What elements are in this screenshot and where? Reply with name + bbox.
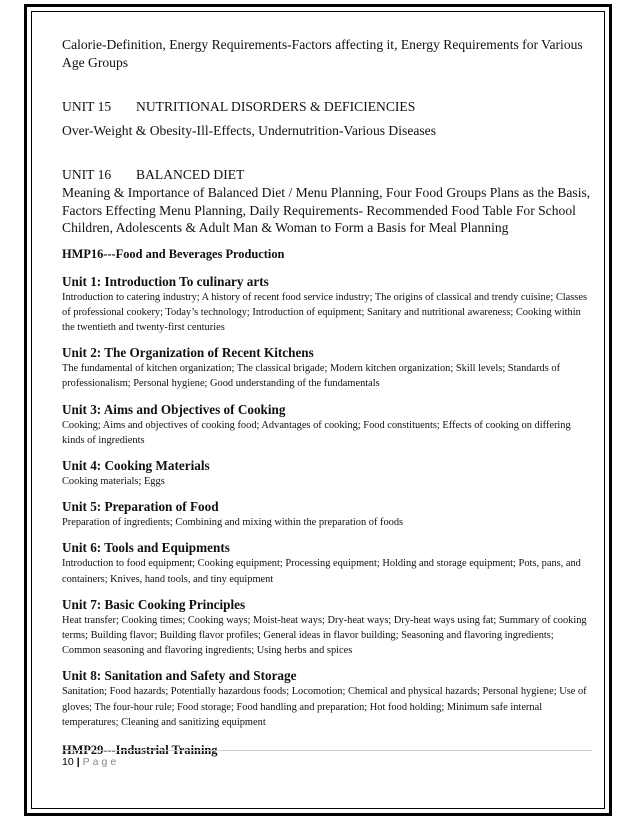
unit15-title: NUTRITIONAL DISORDERS & DEFICIENCIES — [136, 99, 416, 114]
unit7-description: Heat transfer; Cooking times; Cooking ways; Moist-heat ways; Dry-heat ways; Dry-heat ways using fat; Summary of cooking terms; Building flavor; Building flavor profiles; General ideas in flavor building; Seasoning and flavoring ingredients; Common seasoning and flavoring ingredients; Using herbs and spices — [62, 614, 587, 657]
calorie-paragraph: Calorie-Definition, Energy Requirements-Factors affecting it, Energy Requirements for Various Age Groups — [62, 37, 583, 70]
unit8-title: Unit 8: Sanitation and Safety and Storage — [62, 668, 297, 684]
footer-separator: | — [76, 756, 80, 768]
page-footer — [62, 756, 119, 768]
hmp16-heading: HMP16---Food and Beverages Production — [62, 246, 285, 261]
unit16-number: UNIT 16 — [62, 167, 112, 182]
unit8-description: Sanitation; Food hazards; Potentially hazardous foods; Locomotion; Chemical and physical hazards; Personal hygiene; Use of gloves; The four-hour rule; Food storage; Food handling and preparation; Hot food holding; Minimum safe internal temperatures; Cleaning and sanitizing equipment — [62, 686, 587, 728]
unit16-title: BALANCED DIET — [136, 167, 245, 182]
unit16-description: Meaning & Importance of Balanced Diet / Menu Planning, Four Food Groups Plans as the Basis, Factors Effecting Menu Planning, Daily Requirements- Recommended Food Table For School Children, Adolescents & Adult Man & Woman to Form a Basis for Meal Planning — [62, 185, 591, 235]
unit4-title: Unit 4: Cooking Materials — [62, 457, 210, 473]
unit2-title: Unit 2: The Organization of Recent Kitchens — [62, 345, 314, 361]
unit2-description: The fundamental of kitchen organization; The classical brigade; Modern kitchen organization; Skill levels; Standards of professionalism; Personal hygiene; Good understanding of the fundamentals — [62, 363, 561, 390]
unit3-title: Unit 3: Aims and Objectives of Cooking — [62, 401, 286, 417]
unit6-description: Introduction to food equipment; Cooking equipment; Processing equipment; Holding and storage equipment; Pots, pans, and containers; Knives, hand tools, and tiny equipment — [62, 558, 581, 585]
unit5-title: Unit 5: Preparation of Food — [62, 499, 219, 515]
page-content — [62, 36, 592, 758]
unit1-description: Introduction to catering industry; A history of recent food service industry; The origins of classical and trendy cuisine; Classes of professional cookery; Today’s technology; Introduction of equipment; Sanitary and nutritional awareness; Cooking within the twentieth and twenty-first centuries — [62, 291, 587, 333]
unit4-description: Cooking materials; Eggs — [62, 475, 165, 487]
unit15-number: UNIT 15 — [62, 99, 112, 114]
unit5-description: Preparation of ingredients; Combining and mixing within the preparation of foods — [62, 517, 404, 529]
unit16-heading — [62, 166, 592, 184]
page-label: Page — [82, 756, 120, 768]
unit3-description: Cooking; Aims and objectives of cooking food; Advantages of cooking; Food constituents; Effects of cooking on differing kinds of ingredients — [62, 419, 571, 446]
hmp29-heading: HMP29---Industrial Training — [62, 742, 218, 757]
page-number: 10 — [62, 756, 74, 768]
unit6-title: Unit 6: Tools and Equipments — [62, 540, 230, 556]
unit15-description: Over-Weight & Obesity-Ill-Effects, Undernutrition-Various Diseases — [62, 123, 436, 138]
unit15-heading — [62, 98, 592, 116]
footer-divider — [62, 750, 592, 751]
unit1-title: Unit 1: Introduction To culinary arts — [62, 273, 269, 289]
unit7-title: Unit 7: Basic Cooking Principles — [62, 596, 246, 612]
